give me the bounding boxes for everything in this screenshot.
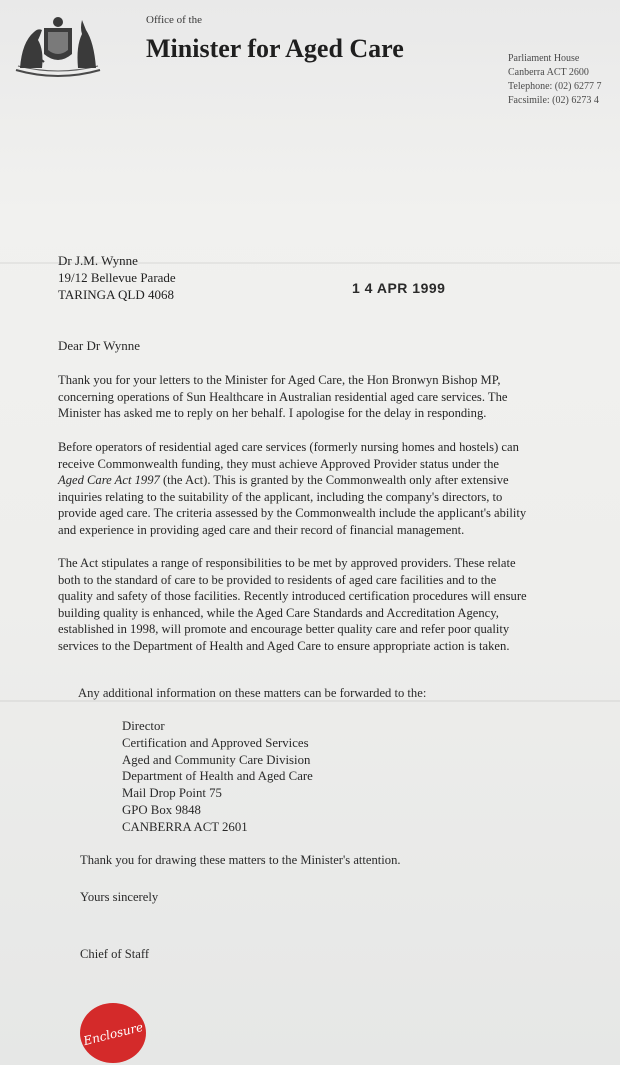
paragraph-line: services to the Department of Health and Aged Care to ensure appropriate action is taken. — [58, 638, 510, 653]
director-line: Aged and Community Care Division — [122, 752, 311, 767]
paragraph-approved-provider — [58, 439, 598, 539]
paragraph-line: The Act stipulates a range of responsibilities to be met by approved providers. These relate — [58, 556, 516, 570]
forward-line: Any additional information on these matters can be forwarded to the: — [78, 686, 427, 700]
paragraph-responsibilities — [58, 555, 598, 655]
paragraph-intro — [58, 372, 598, 422]
director-line: Mail Drop Point 75 — [122, 786, 222, 801]
paragraph-line: established in 1998, will promote and encourage better quality care and refer poor quality — [58, 622, 510, 637]
director-line: Certification and Approved Services — [122, 735, 309, 750]
recipient-line: 19/12 Bellevue Parade — [58, 270, 176, 285]
paragraph-line: provide aged care. The criteria assessed by the Commonwealth include the applicant's ability — [58, 506, 527, 521]
director-line: Director — [122, 719, 165, 733]
letterhead-office: Office of the — [146, 14, 202, 26]
stamp-text: Enclosure — [81, 1019, 145, 1049]
paragraph-line: Before operators of residential aged care services (formerly nursing homes and hostels) can — [58, 440, 519, 454]
paragraph-line: quality and safety of those facilities. Recently introduced certification procedures will ensure — [58, 589, 527, 604]
paragraph-text: (the Act). This is granted by the Commonwealth only after extensive — [159, 473, 509, 488]
paragraph-line: Thank you for your letters to the Minister for Aged Care, the Hon Bronwyn Bishop MP, — [58, 373, 501, 387]
paragraph-line: building quality is enhanced, while the Aged Care Standards and Accreditation Agency, — [58, 605, 499, 620]
director-line: GPO Box 9848 — [122, 802, 201, 817]
paragraph-line: both to the standard of care to be provided to residents of aged care facilities and to the — [58, 572, 497, 587]
act-title: Aged Care Act 1997 — [58, 473, 160, 488]
paragraph-line: receive Commonwealth funding, they must achieve Approved Provider status under the — [58, 456, 500, 471]
recipient-address — [58, 252, 176, 303]
director-address — [122, 718, 313, 836]
address-line: Facsimile: (02) 6273 4 — [508, 95, 599, 106]
letterhead-address — [508, 52, 601, 108]
letterhead-title: Minister for Aged Care — [146, 34, 404, 63]
paragraph-line: and experience in providing aged care and their record of financial management. — [58, 522, 465, 537]
address-line: Canberra ACT 2600 — [508, 67, 589, 78]
director-line: Department of Health and Aged Care — [122, 769, 313, 784]
address-line: Parliament House — [508, 53, 580, 64]
paragraph-line: Minister has asked me to reply on her behalf. I apologise for the delay in responding. — [58, 406, 487, 421]
recipient-line: Dr J.M. Wynne — [58, 253, 138, 268]
address-line: Telephone: (02) 6277 7 — [508, 81, 602, 92]
paragraph-line: concerning operations of Sun Healthcare in Australian residential aged care services. The — [58, 389, 508, 404]
recipient-line: TARINGA QLD 4068 — [58, 287, 174, 302]
thanks-line: Thank you for drawing these matters to the Minister's attention. — [80, 853, 401, 867]
salutation: Dear Dr Wynne — [58, 338, 140, 353]
enclosure-stamp-icon — [78, 1002, 148, 1064]
paragraph-line: inquiries relating to the suitability of the applicant, including the company's directors, to — [58, 489, 503, 504]
signatory: Chief of Staff — [80, 947, 150, 961]
director-line: CANBERRA ACT 2601 — [122, 819, 248, 834]
date-stamp: 1 4 APR 1999 — [352, 280, 446, 296]
coat-of-arms-icon — [8, 10, 108, 82]
paragraph-line — [58, 472, 598, 489]
closing: Yours sincerely — [80, 890, 159, 904]
